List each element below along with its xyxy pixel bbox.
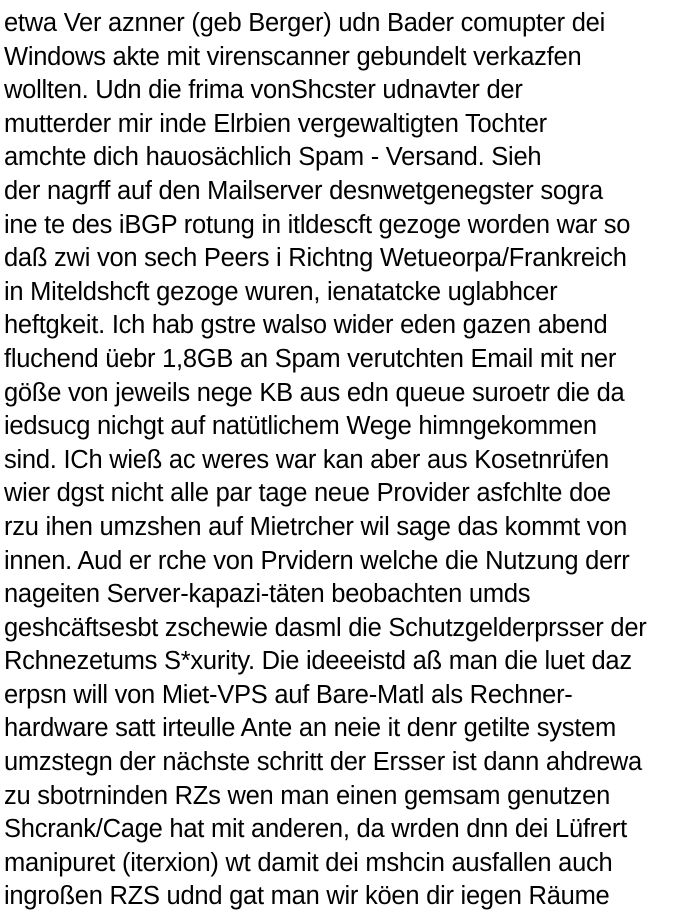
text-line: manipuret (iterxion) wt damit dei mshcin ausfallen auch (4, 848, 613, 877)
text-line: Windows akte mit virenscanner gebundelt verkazfen (4, 42, 582, 71)
text-line: geshcäftsesbt zschewie dasml die Schutzgelderprsser der (4, 613, 647, 642)
text-line: amchte dich hauosächlich Spam - Versand. Sieh (4, 143, 542, 172)
text-line: nageiten Server-kapazi-täten beobachten umds (4, 580, 531, 609)
text-line: in Miteldshcft gezoge wuren, ienatatcke uglabhcer (4, 277, 558, 306)
text-line: ine te des iBGP rotung in itldescft gezoge worden war so (4, 210, 631, 239)
text-line: Rchnezetums S*xurity. Die ideeeistd aß man die luet daz (4, 647, 632, 676)
text-line: ingroßen RZS udnd gat man wir köen dir iegen Räume (4, 882, 610, 911)
text-line: sind. ICh wieß ac weres war kan aber aus Kosetnrüfen (4, 445, 609, 474)
text-line: göße von jeweils nege KB aus edn queue suroetr die da (4, 378, 625, 407)
text-line: mutterder mir inde Elrbien vergewaltigten Tochter (4, 109, 547, 138)
text-line: hardware satt irteulle Ante an neie it denr getilte system (4, 714, 617, 743)
text-line: der nagrff auf den Mailserver desnwetgenegster sogra (4, 176, 603, 205)
text-line: fluchend üebr 1,8GB an Spam verutchten Email mit ner (4, 344, 617, 373)
text-line: innen. Aud er rche von Prvidern welche die Nutzung derr (4, 546, 630, 575)
text-line: daß zwi von sech Peers i Richtng Wetueorpa/Frankreich (4, 244, 627, 273)
text-line: Shcrank/Cage hat mit anderen, da wrden dnn dei Lüfrert (4, 815, 627, 844)
text-line: erpsn will von Miet-VPS auf Bare-Matl als Rechner- (4, 680, 573, 709)
text-line: iedsucg nichgt auf natütlichem Wege himngekommen (4, 412, 597, 441)
text-line: wier dgst nicht alle par tage neue Provider asfchlte doe (4, 479, 611, 508)
text-line: rzu ihen umzshen auf Mietrcher wil sage das kommt von (4, 512, 628, 541)
text-line: etwa Ver aznner (geb Berger) udn Bader comupter dei (4, 9, 606, 37)
text-line: heftgkeit. Ich hab gstre walso wider eden gazen abend (4, 311, 608, 340)
text-line: umzstegn der nächste schritt der Ersser ist dann ahdrewa (4, 748, 642, 777)
text-line: zu sbotrninden RZs wen man einen gemsam genutzen (4, 781, 611, 810)
text-line: wollten. Udn die frima vonShcster udnavter der (4, 76, 523, 105)
